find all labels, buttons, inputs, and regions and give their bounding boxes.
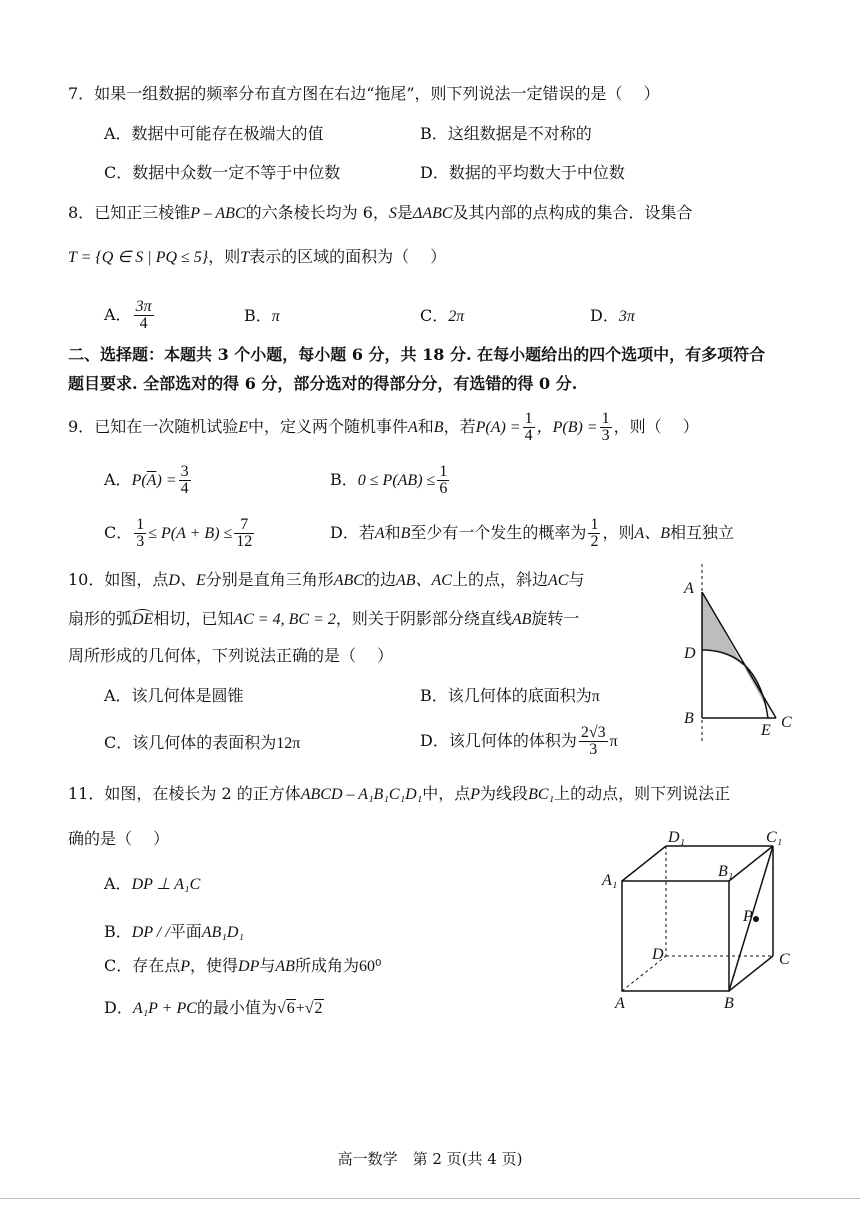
q9-e: E [238, 419, 248, 436]
q9-pb-fraction [600, 411, 612, 444]
q9-d-num: 1 [590, 516, 599, 533]
page-footer: 高一数学 第 2 页(共 4 页) [337, 1150, 523, 1168]
q10-text: 扇形的弧 [68, 609, 133, 628]
q9-a-p: P( [131, 472, 147, 489]
q9-d-text: 和 [384, 523, 401, 542]
q10-text: 上的点，斜边 [451, 570, 548, 589]
q8-set-t: T = {Q ∈ S | PQ ≤ 5} [68, 249, 209, 266]
q9-a-den: 4 [180, 480, 189, 497]
q8-d-label: D． [590, 306, 619, 325]
q10-option-c [104, 732, 300, 755]
q11-a-label: A． [104, 874, 132, 893]
q10-text: 相切，已知 [153, 609, 234, 628]
q8-text: 的六条棱长均为 6， [245, 203, 389, 222]
q10-c-text: C．该几何体的表面积为 [104, 733, 277, 752]
q9-c-den2: 12 [236, 533, 253, 550]
q7-option-a: A．数据中可能存在极端大的值 [104, 124, 324, 143]
q11-c-text: 所成角为 [294, 956, 359, 975]
q11-c-deg: 60⁰ [358, 958, 382, 975]
q10-arc: DE [132, 611, 154, 628]
q11-edge-bc [729, 956, 773, 991]
q9-d-b: B [400, 525, 411, 542]
q11-d-six: 6 [286, 1000, 295, 1017]
q10-side-ac [702, 592, 776, 718]
q8-t: T [240, 249, 250, 266]
q10-ac: AC [548, 572, 569, 589]
q11-d-two: 2 [314, 1000, 323, 1017]
q10-option-a: A．该几何体是圆锥 [104, 686, 244, 705]
q10-text: ，则关于阴影部分绕直线 [335, 609, 512, 628]
q10-text: 如图，点 [104, 570, 169, 589]
q8-set-s: S [388, 205, 397, 222]
q8-d-value: 3π [618, 308, 635, 325]
q11-cube: ABCD – A₁B₁C₁D₁ [300, 786, 423, 803]
q11-edge-b1c1 [729, 846, 773, 881]
q10-condition: AC = 4, BC = 2 [233, 611, 336, 628]
q9-c-den1: 3 [136, 533, 145, 550]
q11-edge-a1d1 [622, 846, 666, 881]
q11-label-b1: B₁ [718, 863, 734, 880]
q9-d-text: 相互独立 [670, 523, 735, 542]
q10-abac: AB、AC [395, 572, 452, 589]
q10-d-text: D．该几何体的体积为 [420, 731, 577, 750]
q11-d-text: 的最小值为 [196, 998, 277, 1017]
q9-number: 9． [68, 417, 95, 436]
q9-text: 中，定义两个随机事件 [247, 417, 408, 436]
q11-a-expr: DP ⊥ A₁C [131, 876, 201, 893]
q7-option-c: C．数据中众数一定不等于中位数 [104, 163, 341, 182]
q10-label-c: C [781, 714, 792, 731]
q9-b-fraction [437, 464, 449, 497]
q9-d-ab: A、B [634, 525, 671, 542]
q9-b-num: 1 [439, 463, 448, 480]
q10-c-value: 12π [276, 735, 301, 752]
q9-pb-den: 3 [601, 427, 610, 444]
q8-text: ，则 [208, 247, 241, 266]
q9-c-label: C． [104, 523, 133, 542]
section2-heading-line1: 二、选择题：本题共 3 个小题，每小题 6 分，共 18 分. 在每小题给出的四个选项中，有多项符合 [68, 345, 766, 364]
q11-d-label: D． [104, 998, 133, 1017]
q9-a: A [408, 419, 418, 436]
q11-text: 为线段 [480, 784, 529, 803]
q11-b-plane: 平面 [169, 922, 202, 941]
q8-a-label: A． [104, 305, 132, 324]
section2-heading-line2: 题目要求. 全部选对的得 6 分，部分选对的得部分分，有选错的得 0 分. [68, 374, 578, 393]
q8-b-label: B． [244, 306, 272, 325]
q9-text: ，则（ ） [613, 417, 699, 436]
q8-option-d [590, 305, 635, 328]
q10-number: 10． [68, 570, 105, 589]
q8-c-label: C． [420, 306, 449, 325]
q7-option-b: B．这组数据是不对称的 [420, 124, 592, 143]
q8-triangle: ΔABC [412, 205, 453, 222]
q11-text: 如图，在棱长为 2 的正方体 [104, 784, 301, 803]
q9-d-label: D．若 [330, 523, 375, 542]
q8-a-numerator: 3π [135, 298, 152, 315]
q9-pa: P(A) = [475, 419, 521, 436]
q10-figure [676, 560, 806, 750]
q9-pa-den: 4 [524, 427, 533, 444]
q11-c-label: C．存在点 [104, 956, 181, 975]
q10-d-num: 2√3 [580, 724, 606, 741]
q10-label-b: B [684, 710, 694, 727]
q9-text: ，若 [443, 417, 476, 436]
q11-c-text: 与 [259, 956, 276, 975]
q8-number: 8． [68, 203, 95, 222]
q11-line1 [68, 783, 730, 806]
q11-label-a: A [615, 995, 625, 1012]
q9-c-fraction1 [134, 517, 146, 550]
page-bottom-divider [0, 1198, 860, 1199]
q8-a-denominator: 4 [139, 315, 148, 332]
q11-line2: 确的是（ ） [68, 829, 170, 848]
q11-label-d1: D₁ [668, 829, 686, 846]
q9-option-d [330, 517, 734, 550]
q9-b-label: B． [330, 470, 358, 489]
q9-d-fraction [588, 517, 600, 550]
q11-label-c1: C₁ [766, 829, 783, 846]
q8-a-fraction [134, 299, 154, 332]
q9-b-den: 6 [439, 480, 448, 497]
q10-b-text: B．该几何体的底面积为 [420, 686, 592, 705]
q8-c-value: 2π [448, 308, 465, 325]
q10-line2 [68, 608, 579, 631]
q8-b-value: π [271, 308, 280, 325]
q10-d-fraction [579, 725, 608, 758]
q9-c-num2: 7 [234, 517, 254, 534]
q9-d-a: A [374, 525, 385, 542]
q11-b-ab: AB₁D₁ [201, 924, 244, 941]
q11-d-root1: √ [276, 1000, 286, 1017]
q10-ab: AB [511, 611, 532, 628]
q8-text: 表示的区域的面积为（ ） [249, 247, 447, 266]
q9-c-fraction2 [234, 517, 254, 550]
q10-label-d: D [684, 645, 696, 662]
q10-line3: 周所形成的几何体，下列说法正确的是（ ） [68, 646, 394, 665]
q9-text: 已知在一次随机试验 [94, 417, 239, 436]
q9-option-a [104, 464, 193, 497]
q11-point-p [753, 916, 759, 922]
q11-label-a1: A₁ [602, 872, 618, 889]
q9-d-den: 2 [590, 533, 599, 550]
q9-a-complement: $\overline{A}$ [146, 472, 157, 489]
q8-text: 及其内部的点构成的集合．设集合 [452, 203, 693, 222]
q11-option-a [104, 873, 200, 896]
q9-a-label: A． [104, 470, 132, 489]
q11-cube-figure [596, 826, 810, 1016]
q11-label-d: D [652, 946, 664, 963]
q8-stem-line2 [68, 246, 446, 269]
q11-c-text: ，使得 [190, 956, 239, 975]
q9-pa-fraction [523, 411, 535, 444]
q7-option-d: D．数据的平均数大于中位数 [420, 163, 625, 182]
q11-c-p: P [180, 958, 191, 975]
q11-d-plus: + [295, 1000, 305, 1017]
q9-a-fraction [179, 464, 191, 497]
q8-option-b [244, 305, 280, 328]
q9-a-num: 3 [180, 463, 189, 480]
q11-label-c: C [779, 951, 790, 968]
q11-c-dp: DP [238, 958, 260, 975]
q9-pb-num: 1 [601, 410, 610, 427]
q8-option-c [420, 305, 464, 328]
q11-front-face [622, 881, 729, 991]
q7-number: 7． [68, 84, 95, 103]
q11-number: 11． [68, 784, 105, 803]
q11-bc1: BC₁ [528, 786, 555, 803]
q9-d-text: ，则 [602, 523, 635, 542]
q11-text: 上的动点，则下列说法正 [554, 784, 731, 803]
q10-arc-de [702, 650, 768, 718]
q11-option-d [104, 997, 324, 1020]
q9-option-c [104, 517, 256, 550]
q9-pa-num: 1 [524, 410, 533, 427]
q11-label-b: B [724, 995, 734, 1012]
q10-b-value: π [591, 688, 600, 705]
q10-option-d [420, 725, 618, 758]
q10-line1 [68, 569, 584, 592]
q11-d-expr: A₁P + PC [132, 1000, 197, 1017]
q10-label-a: A [684, 580, 694, 597]
q10-text: 旋转一 [531, 609, 580, 628]
q9-stem [68, 411, 699, 444]
q11-b-label: B． [104, 922, 132, 941]
q11-b-expr: DP / / [131, 924, 170, 941]
q10-text: 的边 [363, 570, 396, 589]
q10-de: D、E [168, 572, 206, 589]
q8-option-a [104, 299, 156, 332]
q9-pb: ，P(B) = [536, 419, 598, 436]
q8-text: 已知正三棱锥 [94, 203, 191, 222]
q10-text: 分别是直角三角形 [205, 570, 334, 589]
q8-text: 是 [396, 203, 413, 222]
q9-a-eq: ) = [156, 472, 177, 489]
q10-text: 与 [568, 570, 585, 589]
q9-b-expr: 0 ≤ P(AB) ≤ [357, 472, 436, 489]
q9-text: 和 [417, 417, 434, 436]
q10-d-den: 3 [589, 741, 598, 758]
q9-option-b [330, 464, 451, 497]
q10-d-pi: π [609, 733, 618, 750]
q11-c-ab: AB [275, 958, 295, 975]
q9-c-expr: ≤ P(A + B) ≤ [148, 525, 233, 542]
q9-c-num1: 1 [136, 516, 145, 533]
q7-stem [68, 83, 660, 105]
q10-abc: ABC [333, 572, 364, 589]
q9-b: B [433, 419, 444, 436]
q8-pyramid: P – ABC [190, 205, 246, 222]
q10-option-b [420, 685, 600, 708]
q11-text: 中，点 [422, 784, 471, 803]
q7-stem-text: 如果一组数据的频率分布直方图在右边“拖尾”，则下列说法一定错误的是（ ） [94, 84, 660, 103]
q11-p: P [470, 786, 481, 803]
q10-label-e: E [761, 722, 771, 739]
q11-label-p: P [743, 908, 753, 925]
q9-d-text: 至少有一个发生的概率为 [410, 523, 587, 542]
q11-option-b [104, 921, 244, 944]
q11-option-c [104, 955, 381, 978]
q8-stem-line1 [68, 202, 693, 225]
q11-d-root2: √ [304, 1000, 314, 1017]
